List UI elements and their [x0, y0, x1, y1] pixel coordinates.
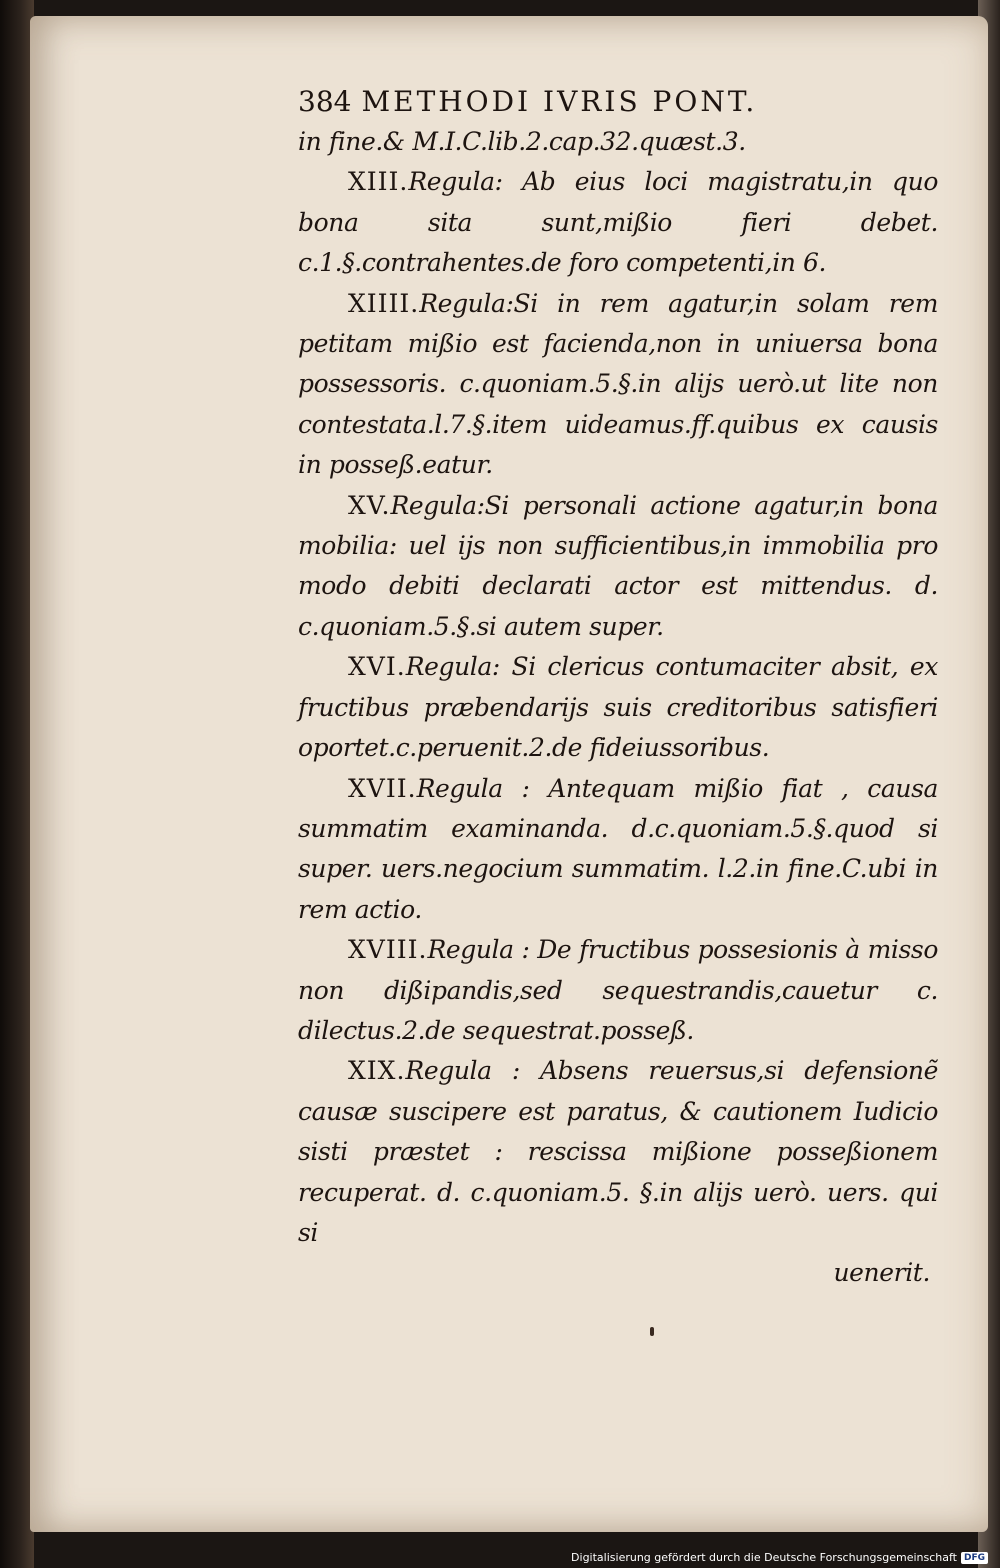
rule-paragraph-14 [298, 284, 938, 486]
running-head [298, 82, 938, 122]
rule-paragraph-15 [298, 486, 938, 648]
rule-number: XV. [348, 490, 391, 520]
paragraph-text: Regula: Si clericus contumaciter absit, ex fructibus præbendarijs suis creditoribus satisfieri oportet.c.peruenit.2.de fideiussoribus. [298, 652, 938, 763]
rule-paragraph-17 [298, 769, 938, 931]
digitization-footer [571, 1551, 988, 1564]
rule-number: XIIII. [348, 288, 420, 318]
page-text-block [298, 82, 938, 1294]
paragraph-continuation [298, 122, 938, 162]
rule-number: XVI. [348, 652, 406, 682]
catchword: uenerit. [833, 1258, 930, 1288]
rule-number: XVIII. [348, 935, 428, 965]
rule-number: XVII. [348, 773, 417, 803]
rule-paragraph-13 [298, 162, 938, 283]
paragraph-text: Regula : De fructibus possesionis à misso non dißipandis,sed sequestrandis,cauetur c. dilectus.2.de sequestrat.posseß. [298, 935, 938, 1045]
paragraph-text: Regula: Ab eius loci magistratu,in quo bona sita sunt,mißio fieri debet. c.1.§.contrahentes.de foro competenti,in 6. [298, 167, 938, 278]
dfg-logo: DFG [961, 1552, 988, 1564]
rule-paragraph-19 [298, 1051, 938, 1253]
page-number: 384 [298, 85, 352, 118]
paragraph-text: in fine.& M.I.C.lib.2.cap.32.quæst.3. [298, 127, 746, 156]
rule-number: XIII. [348, 167, 409, 197]
running-title: METHODI IVRIS PONT. [361, 85, 758, 118]
rule-paragraph-18 [298, 930, 938, 1051]
paragraph-text: Regula:Si personali actione agatur,in bona mobilia: uel ijs non sufficientibus,in immobilia pro modo debiti declarati actor est mittendus. d. c.quoniam.5.§.si autem super. [298, 490, 938, 641]
paragraph-text: Regula : Absens reuersus,si defensionẽ causæ suscipere est paratus, & cautionem Iudicio sisti præstet : rescissa mißione posseßionem recuperat. d. c.quoniam.5. §.in alijs uerò. uers. qui si [298, 1056, 938, 1247]
book-binding-edge [0, 0, 34, 1568]
rule-paragraph-16 [298, 647, 938, 768]
rule-number: XIX. [348, 1056, 406, 1086]
paragraph-text: Regula:Si in rem agatur,in solam rem petitam mißio est facienda,non in uniuersa bona possessoris. c.quoniam.5.§.in alijs uerò.ut lite non contestata.l.7.§.item uideamus.ff.quibus ex causis in posseß.eatur. [298, 288, 938, 480]
ink-speck [650, 1327, 654, 1336]
paragraph-text: Regula : Antequam mißio fiat , causa summatim examinanda. d.c.quoniam.5.§.quod si super. uers.negocium summatim. l.2.in fine.C.ubi in rem actio. [298, 773, 938, 924]
funding-credit: Digitalisierung gefördert durch die Deutsche Forschungsgemeinschaft [571, 1551, 957, 1564]
